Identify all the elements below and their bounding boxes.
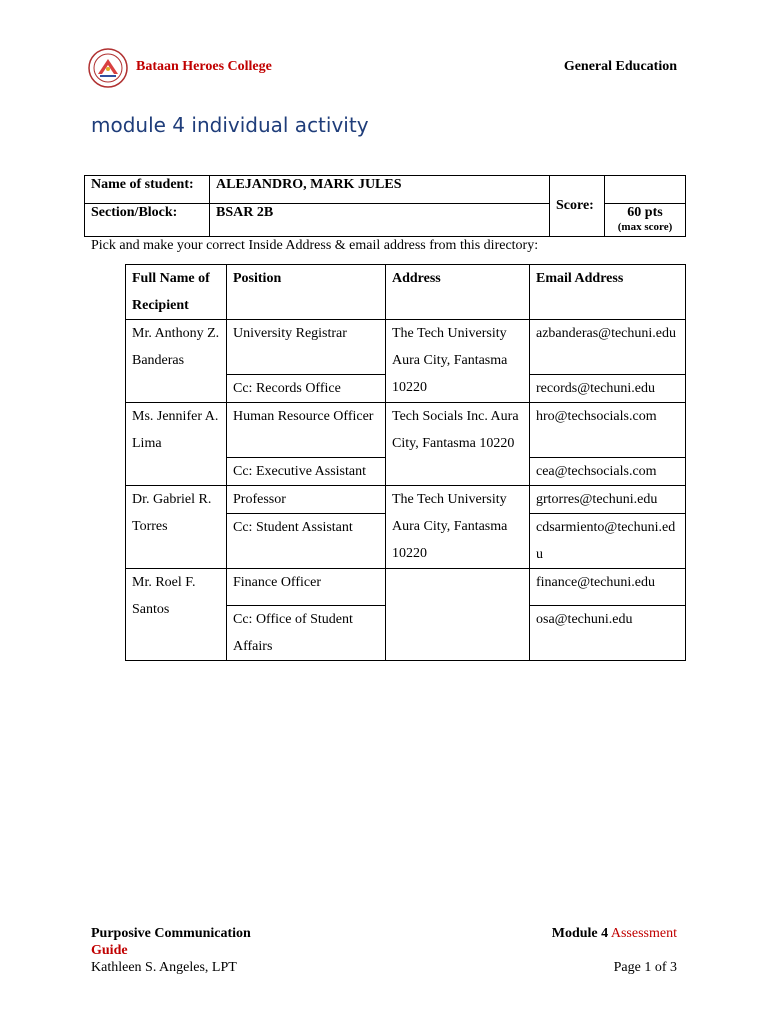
- cc-position: Cc: Executive Assistant: [227, 458, 386, 486]
- table-row: [126, 486, 686, 514]
- department-label: General Education: [563, 59, 677, 74]
- instruction-text: Pick and make your correct Inside Address & email address from this directory:: [91, 238, 539, 253]
- table-row: [126, 403, 686, 458]
- student-name: ALEJANDRO, MARK JULES: [210, 176, 550, 204]
- max-score-cell: [605, 204, 686, 237]
- directory-table: [125, 264, 686, 661]
- instructor-name: Kathleen S. Angeles, LPT: [91, 960, 237, 975]
- student-info-table: [84, 175, 686, 237]
- score-label: Score:: [550, 176, 605, 237]
- position: Human Resource Officer: [227, 403, 386, 458]
- table-row: [126, 320, 686, 375]
- name-label: Name of student:: [85, 176, 210, 204]
- max-score: 60 pts: [627, 205, 663, 220]
- cc-position: Cc: Student Assistant: [227, 514, 386, 569]
- cc-email: cdsarmiento@techuni.edu: [530, 514, 686, 569]
- address: The Tech University Aura City, Fantasma 10220: [386, 486, 530, 569]
- table-header-row: [126, 265, 686, 320]
- section-label: Section/Block:: [85, 204, 210, 237]
- header-cell: Full Name of Recipient: [126, 265, 227, 320]
- address: [386, 569, 530, 661]
- module-accent: Assessment: [610, 926, 677, 941]
- cc-email: records@techuni.edu: [530, 375, 686, 403]
- course-title: Purposive Communication: [91, 926, 251, 941]
- recipient-name: Dr. Gabriel R. Torres: [126, 486, 227, 569]
- module-label: Module 4: [551, 926, 609, 941]
- email: azbanderas@techuni.edu: [530, 320, 686, 375]
- header-cell: Email Address: [530, 265, 686, 320]
- cc-email: cea@techsocials.com: [530, 458, 686, 486]
- position: Finance Officer: [227, 569, 386, 606]
- score-value: [605, 176, 686, 204]
- college-seal-icon: [88, 48, 128, 88]
- cc-position: Cc: Records Office: [227, 375, 386, 403]
- position: Professor: [227, 486, 386, 514]
- header-cell: Address: [386, 265, 530, 320]
- footer-left: [91, 925, 251, 976]
- recipient-name: Mr. Roel F. Santos: [126, 569, 227, 661]
- table-row: [126, 569, 686, 606]
- page-number: Page 1 of 3: [613, 960, 677, 975]
- email: finance@techuni.edu: [530, 569, 686, 606]
- header-cell: Position: [227, 265, 386, 320]
- recipient-name: Ms. Jennifer A. Lima: [126, 403, 227, 486]
- document-title: module 4 individual activity: [91, 113, 369, 137]
- max-score-note: (max score): [617, 221, 673, 233]
- address: The Tech University Aura City, Fantasma 10220: [386, 320, 530, 403]
- college-name: Bataan Heroes College: [136, 59, 272, 74]
- section-value: BSAR 2B: [210, 204, 550, 237]
- recipient-name: Mr. Anthony Z. Banderas: [126, 320, 227, 403]
- email: grtorres@techuni.edu: [530, 486, 686, 514]
- course-subtitle: Guide: [91, 943, 128, 958]
- cc-position: Cc: Office of Student Affairs: [227, 606, 386, 661]
- position: University Registrar: [227, 320, 386, 375]
- footer-right: [552, 925, 677, 976]
- cc-email: osa@techuni.edu: [530, 606, 686, 661]
- address: Tech Socials Inc. Aura City, Fantasma 10220: [386, 403, 530, 486]
- email: hro@techsocials.com: [530, 403, 686, 458]
